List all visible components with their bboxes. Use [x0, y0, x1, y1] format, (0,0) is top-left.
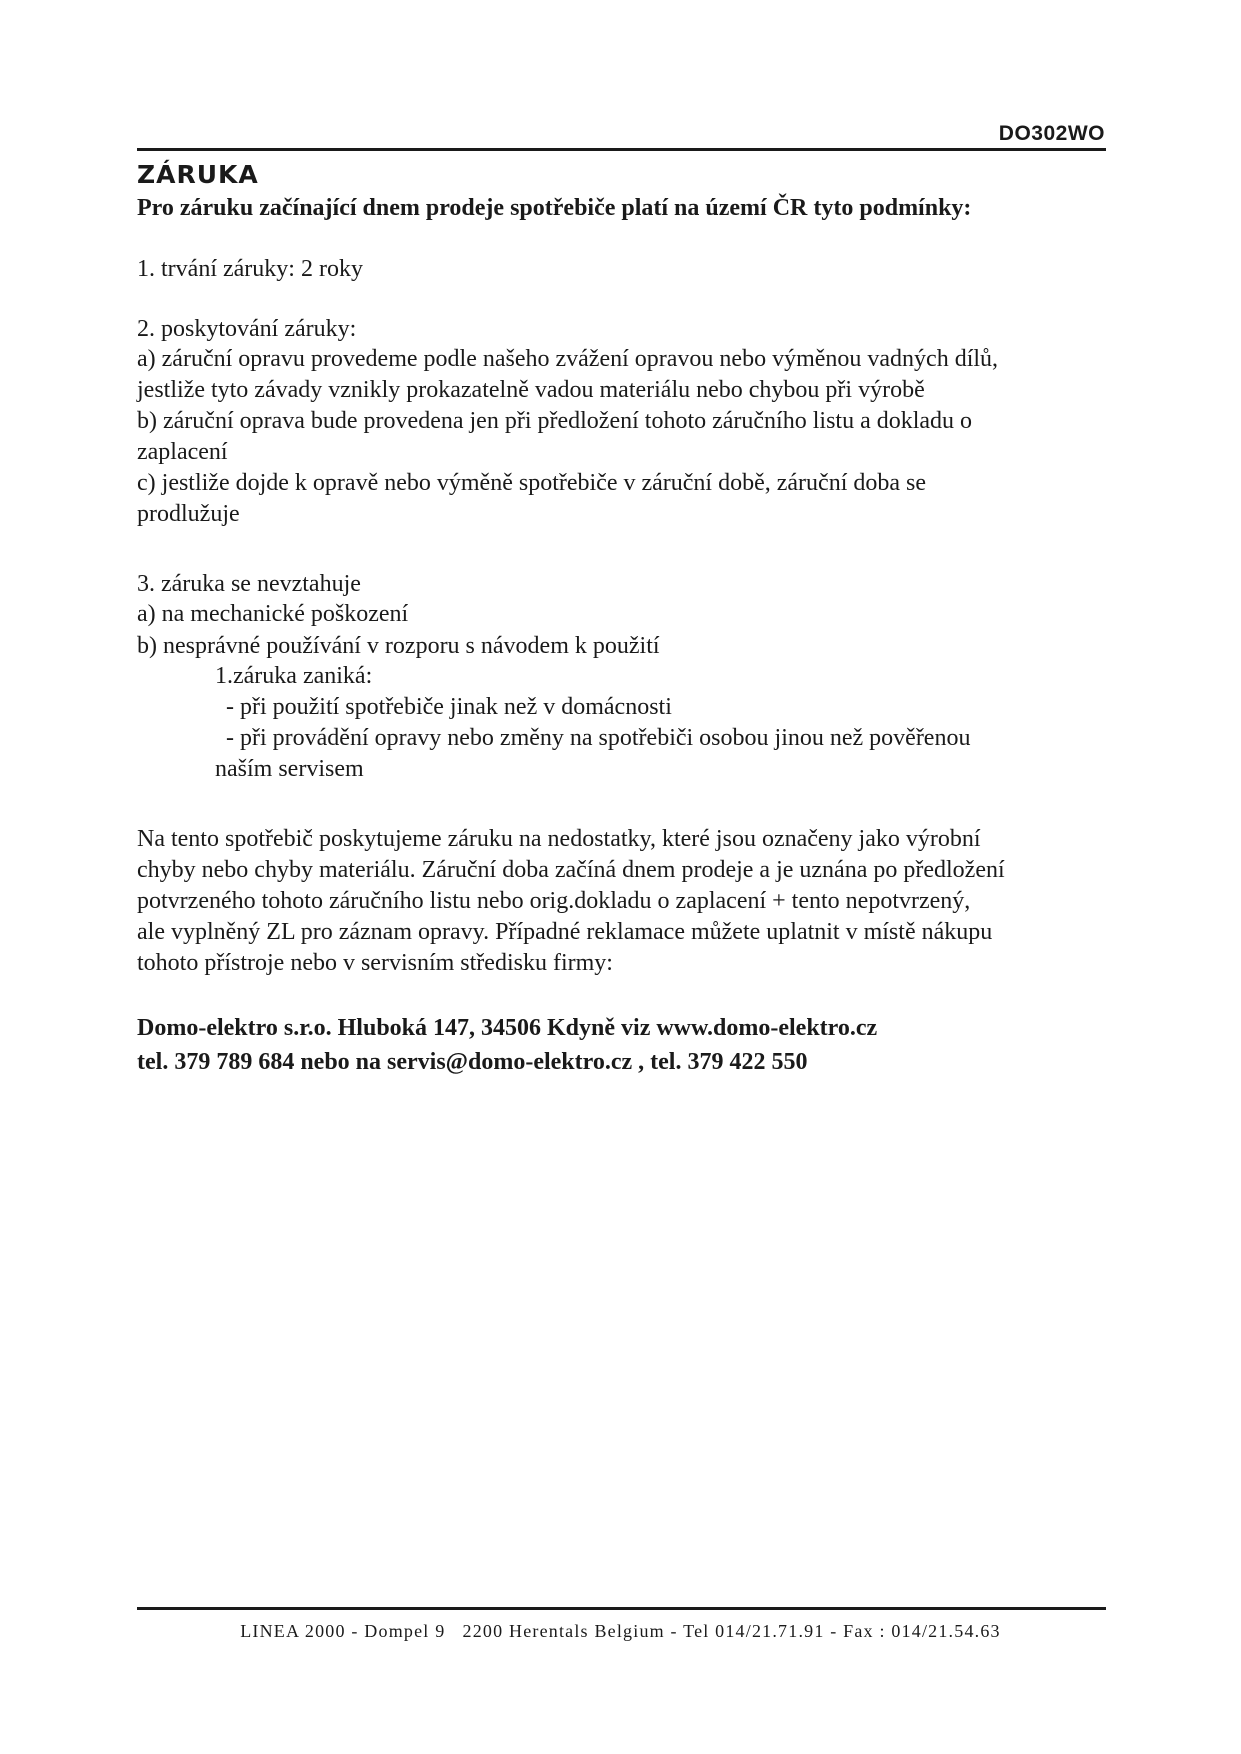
section3-sub-item: - při použití spotřebiče jinak než v domácnosti: [226, 694, 672, 720]
section2-line: zaplacení: [137, 439, 228, 465]
section3-item-b: b) nesprávné používání v rozporu s návodem k použití: [137, 633, 660, 659]
page-title: ZÁRUKA: [137, 160, 259, 189]
model-code: DO302WO: [998, 122, 1105, 145]
section2-line: jestliže tyto závady vznikly prokazatelně vadou materiálu nebo chybou při výrobě: [137, 377, 925, 403]
section2-line: c) jestliže dojde k opravě nebo výměně spotřebiče v záruční době, záruční doba se: [137, 470, 927, 496]
section2-line: prodlužuje: [137, 501, 240, 527]
section2-heading: 2. poskytování záruky:: [137, 316, 357, 342]
contact-phone: tel. 379 789 684 nebo na servis@domo-elektro.cz , tel. 379 422 550: [137, 1049, 808, 1075]
footer-divider: [137, 1607, 1106, 1610]
paragraph-line: chyby nebo chyby materiálu. Záruční doba začíná dnem prodeje a je uznána po předložení: [137, 857, 1005, 883]
section2-line: b) záruční oprava bude provedena jen při předložení tohoto záručního listu a dokladu o: [137, 408, 973, 434]
page-subtitle: Pro záruku začínající dnem prodeje spotřebiče platí na území ČR tyto podmínky:: [137, 195, 972, 221]
section3-sub-item-continued: naším servisem: [215, 756, 364, 782]
paragraph-line: Na tento spotřebič poskytujeme záruku na nedostatky, které jsou označeny jako výrobní: [137, 826, 981, 852]
paragraph-line: ale vyplněný ZL pro záznam opravy. Případné reklamace můžete uplatnit v místě nákupu: [137, 919, 993, 945]
section3-item-a: a) na mechanické poškození: [137, 601, 409, 627]
paragraph-line: tohoto přístroje nebo v servisním středisku firmy:: [137, 950, 613, 976]
section3-heading: 3. záruka se nevztahuje: [137, 571, 361, 597]
header-divider: [137, 148, 1106, 151]
warranty-duration: 1. trvání záruky: 2 roky: [137, 256, 363, 282]
section2-line: a) záruční opravu provedeme podle našeho zvážení opravou nebo výměnou vadných dílů,: [137, 346, 999, 372]
section3-sub-heading: 1.záruka zaniká:: [215, 663, 373, 689]
contact-address: Domo-elektro s.r.o. Hluboká 147, 34506 Kdyně viz www.domo-elektro.cz: [137, 1015, 878, 1041]
section3-sub-item: - při provádění opravy nebo změny na spotřebiči osobou jinou než pověřenou: [226, 725, 971, 751]
paragraph-line: potvrzeného tohoto záručního listu nebo orig.dokladu o zaplacení + tento nepotvrzený,: [137, 888, 971, 914]
footer-text: LINEA 2000 - Dompel 9 2200 Herentals Belgium - Tel 014/21.71.91 - Fax : 014/21.54.63: [240, 1621, 1001, 1641]
